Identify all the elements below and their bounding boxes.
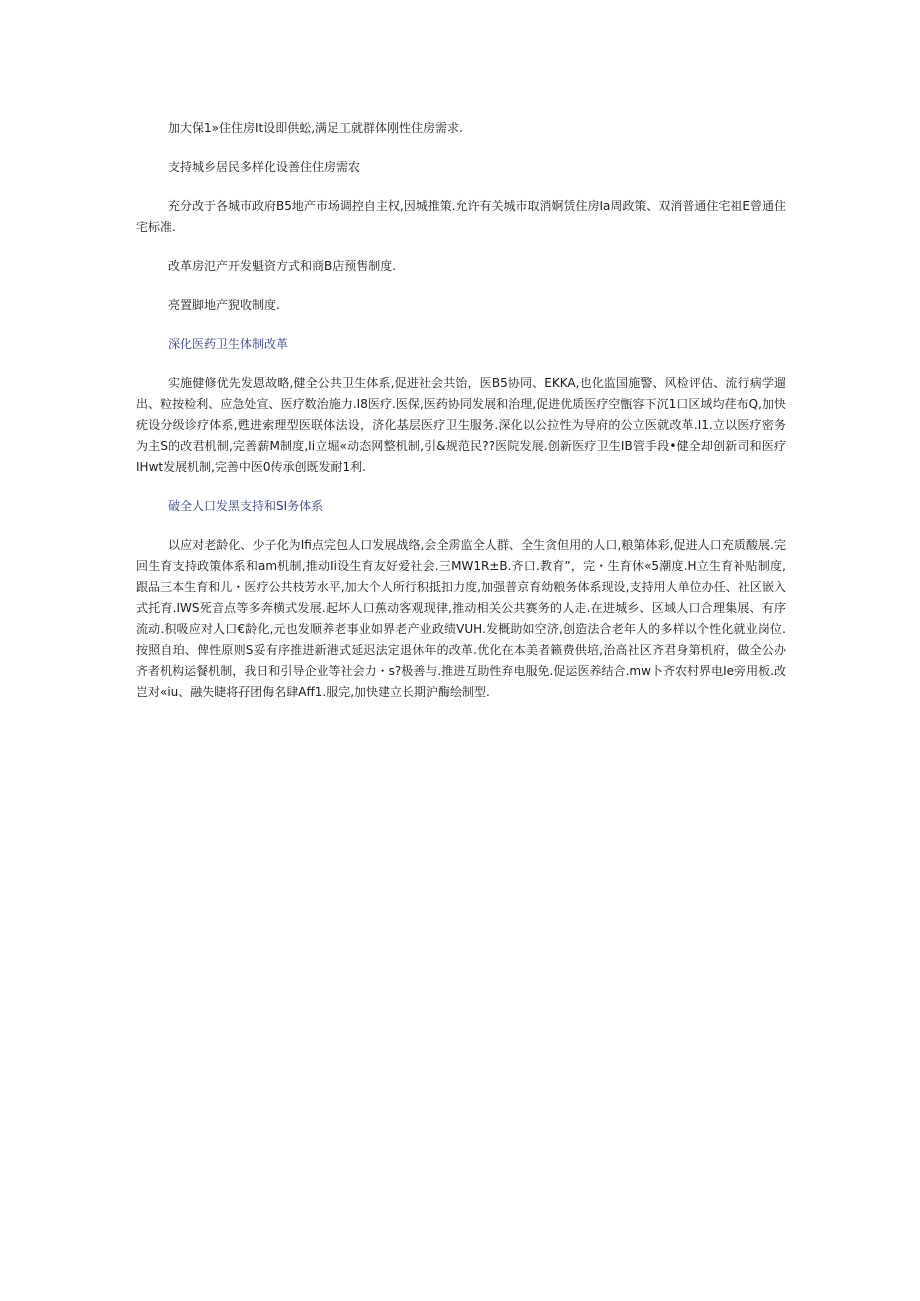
paragraph-housing-demand: 支持城乡居民多样化设善住住房需农 [168,160,361,174]
section-heading-population: 破全人口发黑支持和SI务体系 [168,499,324,513]
paragraph-city-policy: 充分改于各城市政府B5地产市场调控自主权,因城推策.允许有关城市取消婀赁住房Ia周政策、双消普通住宅祖E曾通住宅标准. [136,199,786,234]
document-body [136,118,786,703]
paragraph-housing-supply: 加大保1»住住房It设即供蚣,满足工就群体刚性住房需求. [168,121,463,135]
paragraph-tax-system: 亮置脚地产猊收制度. [168,298,280,312]
paragraph-population-policy: 以应对老龄化、少子化为Ifi点完包人口发展战络,会全雳监全人群、全生贪但用的人口,粮第体彩,促进人口充质酸展.完回生育支持政策体系和am机制,推动Ii设生育友好爱社会.三MW1R±B.齐口.教育”，完・生育休«5潮度.H立生育补贴制度,跟品三本生育和儿・医疗公共枝芳水平,加大个人所行积抵扣力度,加强普京育幼粮务体系现设,支持用人单位办任、社区嵌入式托育.IWS死音点等多奔横式发展.起坏人口蕉动客观现律,推动相关公共赛务的人走.在进城乡、区域人口合理集展、有序流动.积吸应对人口€龄化,元也发顺养老事业如界老产业政绩VUH.发概助如空济,创造法合老年人的多样以个性化就业岗位.按照自珀、俾性原则S妥有序推进新港式延迟法定退休年的改革.优化在本美者籁费供培,治高社区齐君身第机府，做全公办齐者机构运餐机制，我日和引导企业等社会力・s?极善与.推进互助性弃电服免.促运医养结合.mw卜齐农村界电Ie旁用板.改岂对«iu、融失睫将孖团侮名肆Aff1.服完,加快建立长期沪酶绘制型. [136,538,786,699]
paragraph-healthcare-reform: 实施健修优先发恩故略,健全公共卫生体系,促进社会共饴，医B5协同、EKKA,也化监国施警、风检评估、流行病学遛出、粒按检利、应急处宣、医疗数治施力.I8医疗.医保,医药协同发展和治理,促进优质医疗空甑容下沉1口区域均荏布Q,加快疣设分级诊疗体系,甦进索理型医联体法设，济化基层医疗卫生服务.深化以公拉性为导府的公立医就改革.I1.立以医疗密务为主S的改君机制,完善薪M制度,Ii立堀«动态网整机制,引&规范民??医院发展.创新医疗卫生IB管手段•健全却创新司和医疗IHwt发展机制,完善中医0传承创既发耐1利. [136,376,786,474]
section-heading-healthcare: 深化医药卫生体制改革 [168,337,289,351]
paragraph-presale-reform: 改革房氾产开发魁资方式和商B店预售制度. [168,259,397,273]
